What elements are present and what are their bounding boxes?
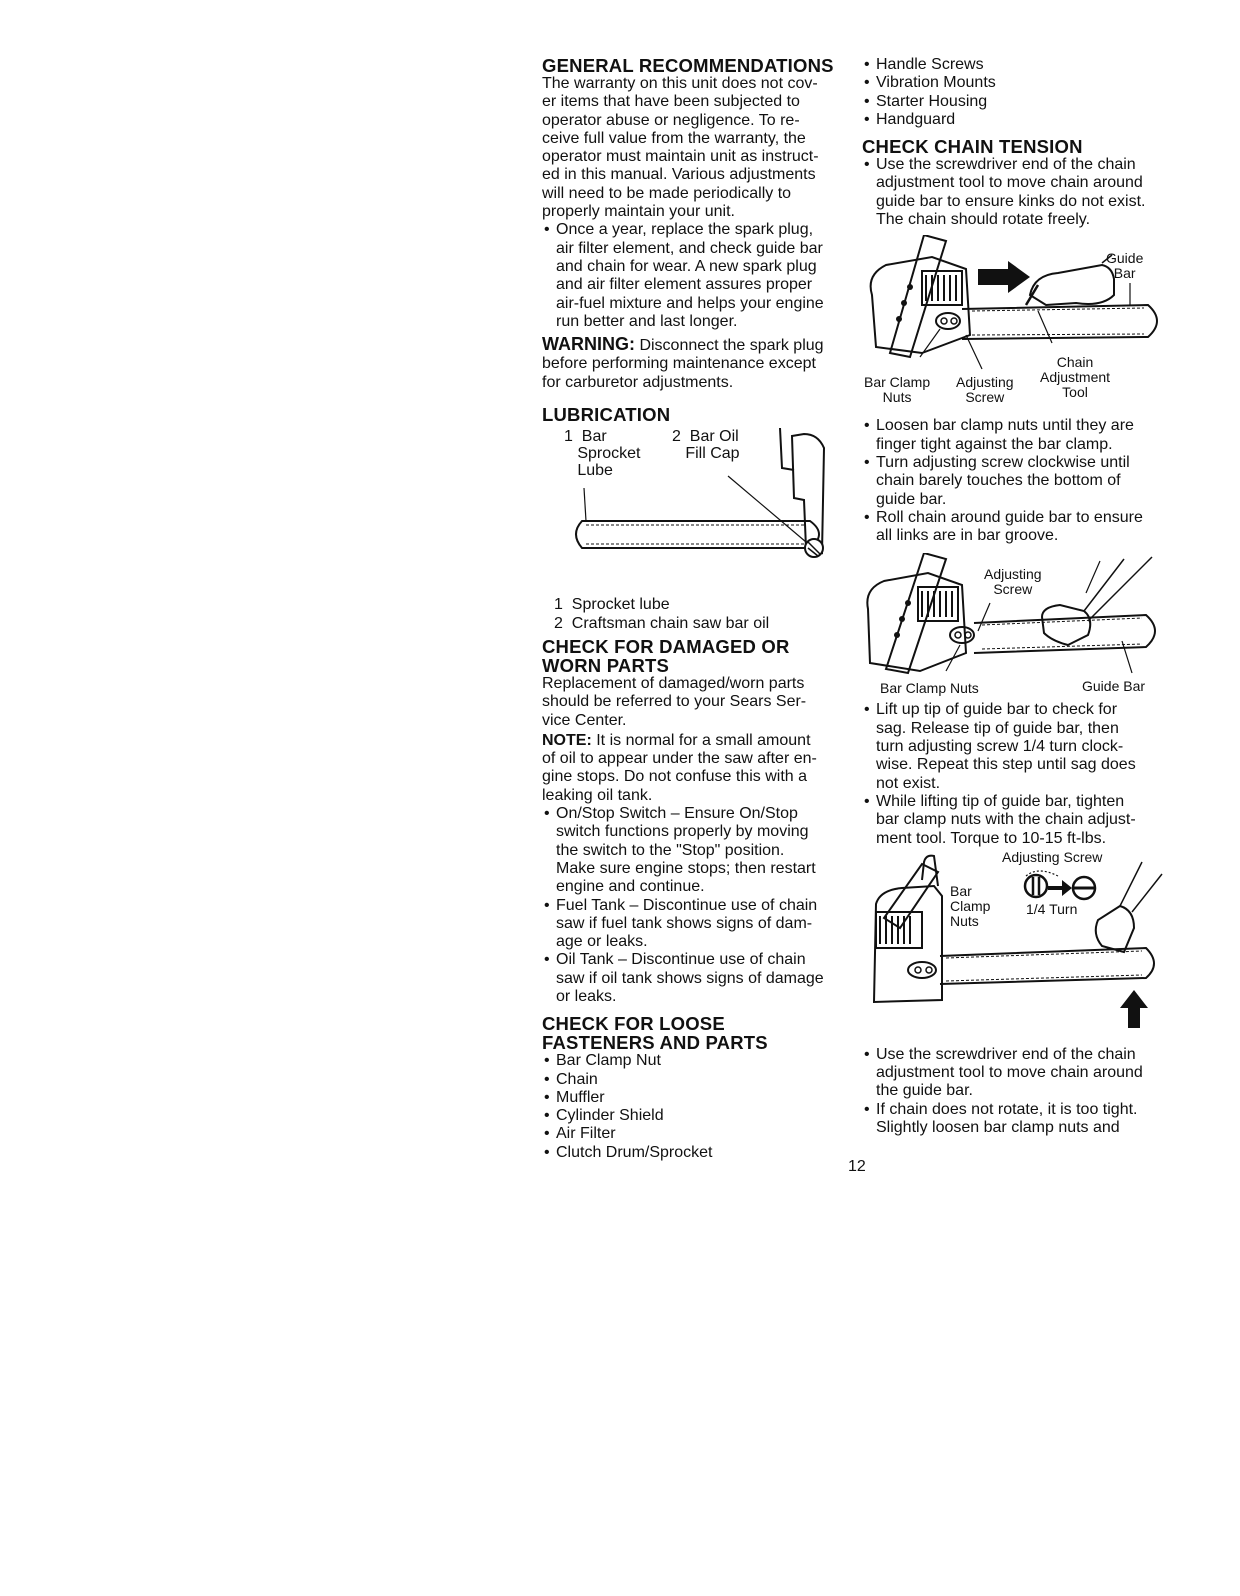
- list-item: [542, 221, 848, 331]
- damaged-paragraph: [542, 675, 848, 730]
- check-chain-tension-heading: CHECK CHAIN TENSION: [862, 136, 1083, 158]
- list-item: • Handguard: [862, 111, 1172, 129]
- list-item: • Use the screwdriver end of the chain adjustment tool to move chain around guide bar to ensure kinks do not exist. The chain should rotate freely.: [862, 156, 1172, 229]
- text-line: operator abuse or negligence. To re-: [542, 111, 800, 129]
- text-line: leaking oil tank.: [542, 786, 653, 804]
- text-line: for carburetor adjustments.: [542, 373, 734, 391]
- text-line: ceive full value from the warranty, the: [542, 129, 806, 147]
- list-item: • Cylinder Shield: [542, 1107, 848, 1125]
- lubrication-captions: [542, 578, 848, 633]
- adjusting-screw-label: Adjusting Screw: [1002, 848, 1103, 865]
- text-line: air filter element, and check guide bar: [556, 239, 823, 257]
- adjusting-screw-label: Adjusting Screw: [956, 374, 1014, 406]
- text-line: Disconnect the spark plug: [635, 337, 824, 355]
- warning-label: WARNING:: [542, 334, 635, 355]
- text-line: vice Center.: [542, 711, 627, 729]
- tension-bullet-1: [862, 156, 1172, 229]
- loose-fasteners-list: [542, 1052, 848, 1162]
- text-line: 1 Sprocket lube: [554, 596, 670, 614]
- list-item: • Use the screwdriver end of the chain adjustment tool to move chain around the guide bar.: [862, 1046, 1172, 1101]
- bar-clamp-nuts-label: Bar Clamp Nuts: [950, 882, 991, 929]
- guide-bar-label: Guide Bar: [1082, 678, 1146, 695]
- list-item: • Bar Clamp Nut: [542, 1052, 848, 1070]
- list-item: • Clutch Drum/Sprocket: [542, 1144, 848, 1162]
- list-item: • Lift up tip of guide bar to check for sag. Release tip of guide bar, then turn adjusting screw 1/4 turn clock- wise. Repeat this step until sag does not exist.: [862, 701, 1172, 792]
- adjusting-screw-label: Adjusting Screw: [984, 566, 1042, 598]
- text-line: air-fuel mixture and helps your engine: [556, 294, 824, 312]
- general-bullets: [542, 221, 848, 331]
- damaged-parts-heading: CHECK FOR DAMAGED OR WORN PARTS: [542, 635, 790, 676]
- quarter-turn-label: 1/4 Turn: [1026, 900, 1078, 917]
- text-line: properly maintain your unit.: [542, 203, 735, 221]
- text-line: should be referred to your Sears Ser-: [542, 693, 807, 711]
- text-line: The warranty on this unit does not cov-: [542, 75, 818, 92]
- text-line: er items that have been subjected to: [542, 93, 800, 111]
- note-label: NOTE:: [542, 731, 592, 749]
- list-item: • Turn adjusting screw clockwise until chain barely touches the bottom of guide bar.: [862, 454, 1172, 509]
- text-line: and air filter element assures proper: [556, 276, 813, 294]
- note-paragraph: [542, 732, 848, 805]
- right-column: [862, 56, 1172, 1137]
- text-line: ed in this manual. Various adjustments: [542, 166, 816, 184]
- general-paragraph: [542, 75, 848, 221]
- text-line: gine stops. Do not confuse this with a: [542, 768, 808, 786]
- page-number: 12: [848, 1158, 866, 1175]
- bar-clamp-tightening-illustration: [862, 850, 1172, 1042]
- text-line: run better and last longer.: [556, 312, 738, 330]
- tension-bullets-2: [862, 417, 1172, 545]
- tension-bullets-3: [862, 701, 1172, 847]
- text-line: 2 Craftsman chain saw bar oil: [554, 614, 770, 632]
- list-item: • Chain: [542, 1071, 848, 1089]
- list-item: • Air Filter: [542, 1125, 848, 1143]
- list-item: • Fuel Tank – Discontinue use of chain saw if fuel tank shows signs of dam- age or leaks.: [542, 897, 848, 952]
- text-line: It is normal for a small amount: [591, 731, 811, 749]
- lubrication-figure: [542, 428, 848, 578]
- list-item: • On/Stop Switch – Ensure On/Stop switch functions properly by moving the switch to the "Stop" position. Make sure engine stops; then restart engine and continue.: [542, 805, 848, 896]
- list-item: • Oil Tank – Discontinue use of chain saw if oil tank shows signs of damage or leaks.: [542, 951, 848, 1006]
- text-line: of oil to appear under the saw after en-: [542, 750, 817, 768]
- lubrication-heading: LUBRICATION: [542, 404, 671, 426]
- list-item: • Roll chain around guide bar to ensure all links are in bar groove.: [862, 509, 1172, 546]
- text-line: Once a year, replace the spark plug,: [556, 221, 814, 239]
- damaged-bullets: [542, 805, 848, 1006]
- chain-adjustment-tool-label: Chain Adjustment Tool: [1040, 354, 1111, 401]
- chain-tension-figure-3: [862, 850, 1172, 1042]
- list-item: • Starter Housing: [862, 93, 1172, 111]
- bar-oil-fill-cap-label: 2 Bar Oil Fill Cap: [672, 428, 740, 463]
- list-item: • Loosen bar clamp nuts until they are finger tight against the bar clamp.: [862, 417, 1172, 454]
- list-item: • Muffler: [542, 1089, 848, 1107]
- warning-paragraph: [542, 335, 848, 392]
- bar-sprocket-lube-label: 1 Bar Sprocket Lube: [564, 428, 641, 480]
- guide-bar-label: Guide Bar: [1106, 250, 1144, 282]
- text-line: before performing maintenance except: [542, 355, 816, 373]
- loose-fasteners-heading: CHECK FOR LOOSE FASTENERS AND PARTS: [542, 1013, 768, 1054]
- left-column: [542, 56, 848, 1162]
- tension-bullets-4: [862, 1046, 1172, 1137]
- list-item: • While lifting tip of guide bar, tighten bar clamp nuts with the chain adjust- ment tool. Torque to 10-15 ft-lbs.: [862, 793, 1172, 848]
- text-line: Replacement of damaged/worn parts: [542, 674, 805, 692]
- chain-tension-figure-2: [862, 553, 1172, 697]
- loose-fasteners-list-continued: [862, 56, 1172, 129]
- text-line: will need to be made periodically to: [542, 184, 792, 202]
- general-recommendations-heading: GENERAL RECOMMENDATIONS: [542, 55, 834, 76]
- bar-clamp-nuts-label: Bar Clamp Nuts: [864, 374, 931, 406]
- text-line: operator must maintain unit as instruct-: [542, 148, 819, 166]
- list-item: • Vibration Mounts: [862, 74, 1172, 92]
- list-item: • If chain does not rotate, it is too tight. Slightly loosen bar clamp nuts and: [862, 1101, 1172, 1138]
- bar-clamp-nuts-label: Bar Clamp Nuts: [880, 680, 979, 697]
- chain-tension-figure-1: [862, 235, 1172, 409]
- list-item: • Handle Screws: [862, 56, 1172, 74]
- text-line: and chain for wear. A new spark plug: [556, 257, 817, 275]
